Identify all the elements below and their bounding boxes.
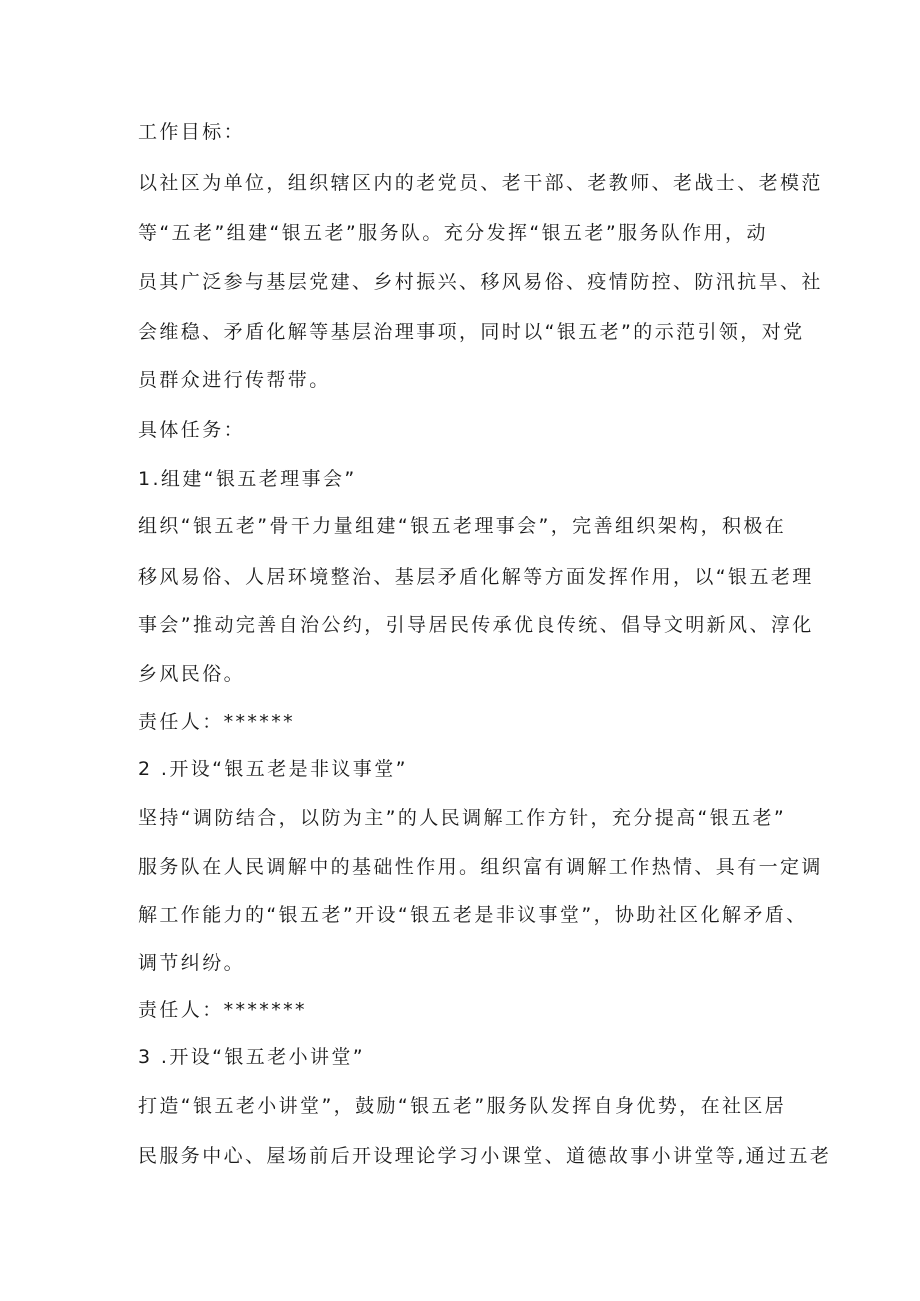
heading-specific-tasks: 具体任务： — [138, 419, 246, 441]
paragraph-line: 坚持“调防结合，以防为主”的人民调解工作方针，充分提高“银五老” — [138, 807, 787, 829]
paragraph-line: 组织“银五老”骨干力量组建“银五老理事会”，完善组织架构，积极在 — [138, 515, 787, 537]
responsible-person-1: 责任人：****** — [138, 711, 296, 733]
task-heading-2: 2 .开设“银五老是非议事堂” — [138, 758, 408, 780]
paragraph-line: 员其广泛参与基层党建、乡村振兴、移风易俗、疫情防控、防汛抗旱、社 — [138, 271, 823, 293]
paragraph-line: 解工作能力的“银五老”开设“银五老是非议事堂”，协助社区化解矛盾、 — [138, 904, 808, 926]
paragraph-line: 等“五老”组建“银五老”服务队。充分发挥“银五老”服务队作用，动 — [138, 222, 768, 244]
paragraph-line: 事会”推动完善自治公约，引导居民传承优良传统、倡导文明新风、淳化 — [138, 614, 814, 636]
responsible-person-2: 责任人：******* — [138, 999, 307, 1021]
task-heading-1: 1.组建“银五老理事会” — [138, 468, 357, 490]
paragraph-line: 乡风民俗。 — [138, 663, 246, 685]
paragraph-line: 移风易俗、人居环境整治、基层矛盾化解等方面发挥作用，以“银五老理 — [138, 566, 814, 588]
paragraph-line: 调节纠纷。 — [138, 952, 246, 974]
paragraph-line: 以社区为单位，组织辖区内的老党员、老干部、老教师、老战士、老模范 — [138, 172, 823, 194]
paragraph-line: 打造“银五老小讲堂”，鼓励“银五老”服务队发挥自身优势，在社区居 — [138, 1095, 787, 1117]
paragraph-line: 会维稳、矛盾化解等基层治理事项，同时以“银五老”的示范引领，对党 — [138, 321, 805, 343]
heading-work-goal: 工作目标： — [138, 121, 246, 143]
task-heading-3: 3 .开设“银五老小讲堂” — [138, 1046, 366, 1068]
paragraph-line: 服务队在人民调解中的基础性作用。组织富有调解工作热情、具有一定调 — [138, 856, 823, 878]
paragraph-line: 员群众进行传帮带。 — [138, 369, 331, 391]
paragraph-line: 民服务中心、屋场前后开设理论学习小课堂、道德故事小讲堂等,通过五老 — [138, 1145, 832, 1167]
